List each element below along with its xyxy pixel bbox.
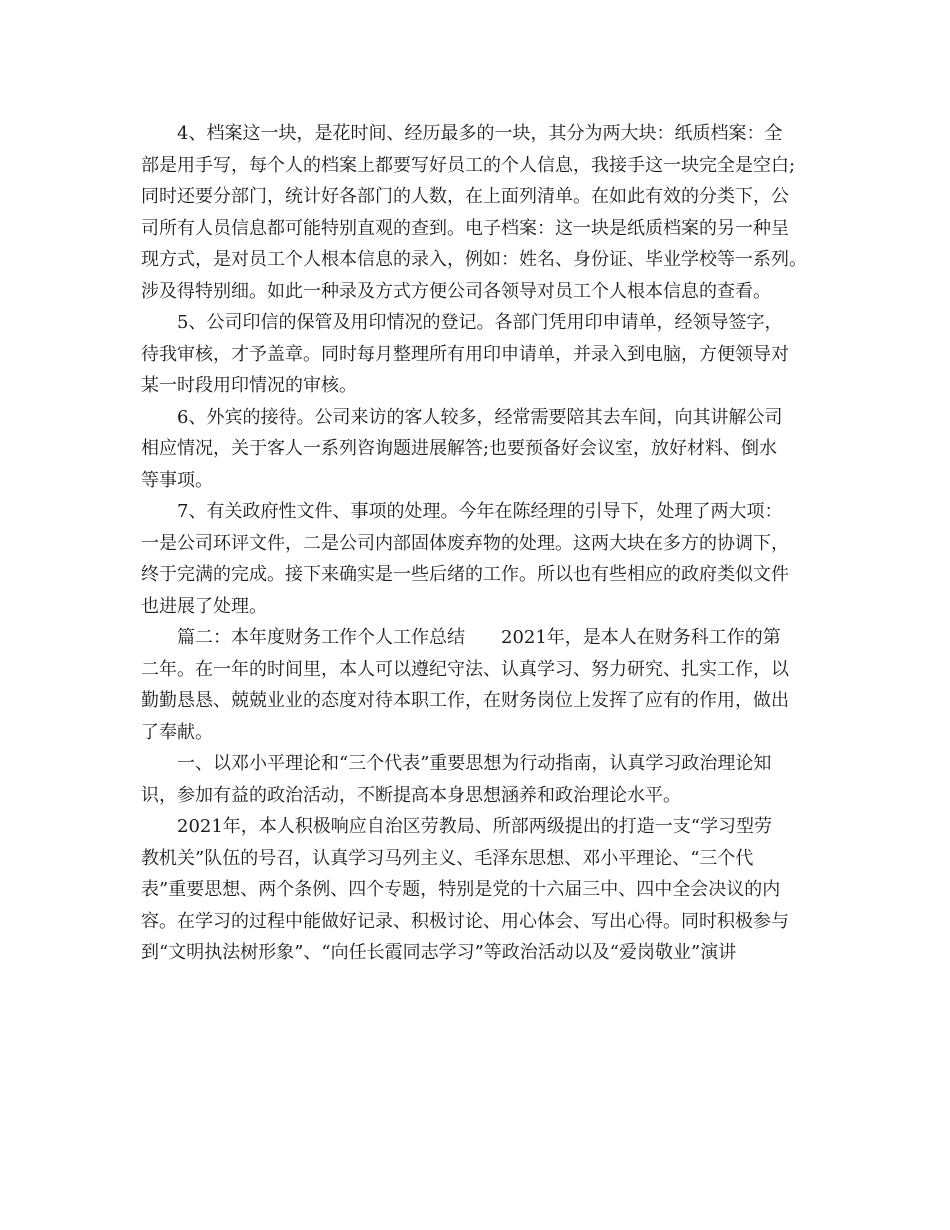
text-line: 也进展了处理。 <box>141 595 267 617</box>
text-line: 7、有关政府性文件、事项的处理。今年在陈经理的引导下，处理了两大项： <box>177 501 783 522</box>
text-line: 一是公司环评文件，二是公司内部固体废弃物的处理。这两大块在多方的协调下， <box>141 532 789 554</box>
text-line: 涉及得特别细。如此一种录及方式方便公司各领导对员工个人根本信息的查看。 <box>141 280 771 302</box>
text-line: 终于完满的完成。接下来确实是一些后绪的工作。所以也有些相应的政府类似文件 <box>141 564 789 585</box>
text-line: 5、公司印信的保管及用印情况的登记。各部门凭用印申请单，经领导签字， <box>177 312 783 333</box>
text-line: 部是用手写，每个人的档案上都要写好员工的个人信息，我接手这一块完全是空白; <box>141 154 796 176</box>
text-line: 6、外宾的接待。公司来访的客人较多，经常需要陪其去车间，向其讲解公司 <box>177 406 783 428</box>
text-line: 容。在学习的过程中能做好记录、积极讨论、用心体会、写出心得。同时积极参与 <box>141 910 789 932</box>
document-body <box>141 118 821 969</box>
paragraph-archives <box>141 118 821 307</box>
paragraph-seal-management <box>141 307 821 402</box>
text-line: 到“文明执法树形象”、“向任长霞同志学习”等政治活动以及“爱岗敬业”演讲 <box>141 942 737 963</box>
text-line: 识，参加有益的政治活动，不断提高本身思想涵养和政治理论水平。 <box>141 784 681 806</box>
text-line: 2021年，本人积极响应自治区劳教局、所部两级提出的打造一支“学习型劳 <box>177 816 773 837</box>
text-line: 表”重要思想、两个条例、四个专题，特别是党的十六届三中、四中全会决议的内 <box>141 879 781 900</box>
text-line: 了奉献。 <box>141 721 213 743</box>
paragraph-government-affairs <box>141 496 821 622</box>
text-line: 同时还要分部门，统计好各部门的人数，在上面列清单。在如此有效的分类下，公 <box>141 186 789 207</box>
text-line: 等事项。 <box>141 469 213 491</box>
text-line: 篇二：本年度财务工作个人工作总结 2021年，是本人在财务科工作的第 <box>177 627 781 648</box>
text-line: 待我审核，才予盖章。同时每月整理所有用印申请单，并录入到电脑，方便领导对 <box>141 343 789 365</box>
paragraph-part-two-intro <box>141 622 821 748</box>
text-line: 教机关”队伍的号召，认真学习马列主义、毛泽东思想、邓小平理论、“三个代 <box>141 847 754 869</box>
text-line: 司所有人员信息都可能特别直观的查到。电子档案：这一块是纸质档案的另一种呈 <box>141 217 789 239</box>
text-line: 相应情况，关于客人一系列咨询题进展解答;也要预备好会议室，放好材料、倒水 <box>141 438 778 459</box>
text-line: 某一时段用印情况的审核。 <box>141 375 357 396</box>
text-line: 一、以邓小平理论和“三个代表”重要思想为行动指南，认真学习政治理论知 <box>177 753 772 774</box>
paragraph-learning-activities <box>141 811 821 969</box>
text-line: 4、档案这一块，是花时间、经历最多的一块，其分为两大块：纸质档案：全 <box>177 123 783 144</box>
text-line: 现方式，是对员工个人根本信息的录入，例如：姓名、身份证、毕业学校等一系列。 <box>141 249 807 270</box>
text-line: 勤勤恳恳、兢兢业业的态度对待本职工作，在财务岗位上发挥了应有的作用，做出 <box>141 690 789 711</box>
text-line: 二年。在一年的时间里，本人可以遵纪守法、认真学习、努力研究、扎实工作，以 <box>141 658 789 680</box>
paragraph-guest-reception <box>141 402 821 497</box>
paragraph-political-study <box>141 748 821 811</box>
